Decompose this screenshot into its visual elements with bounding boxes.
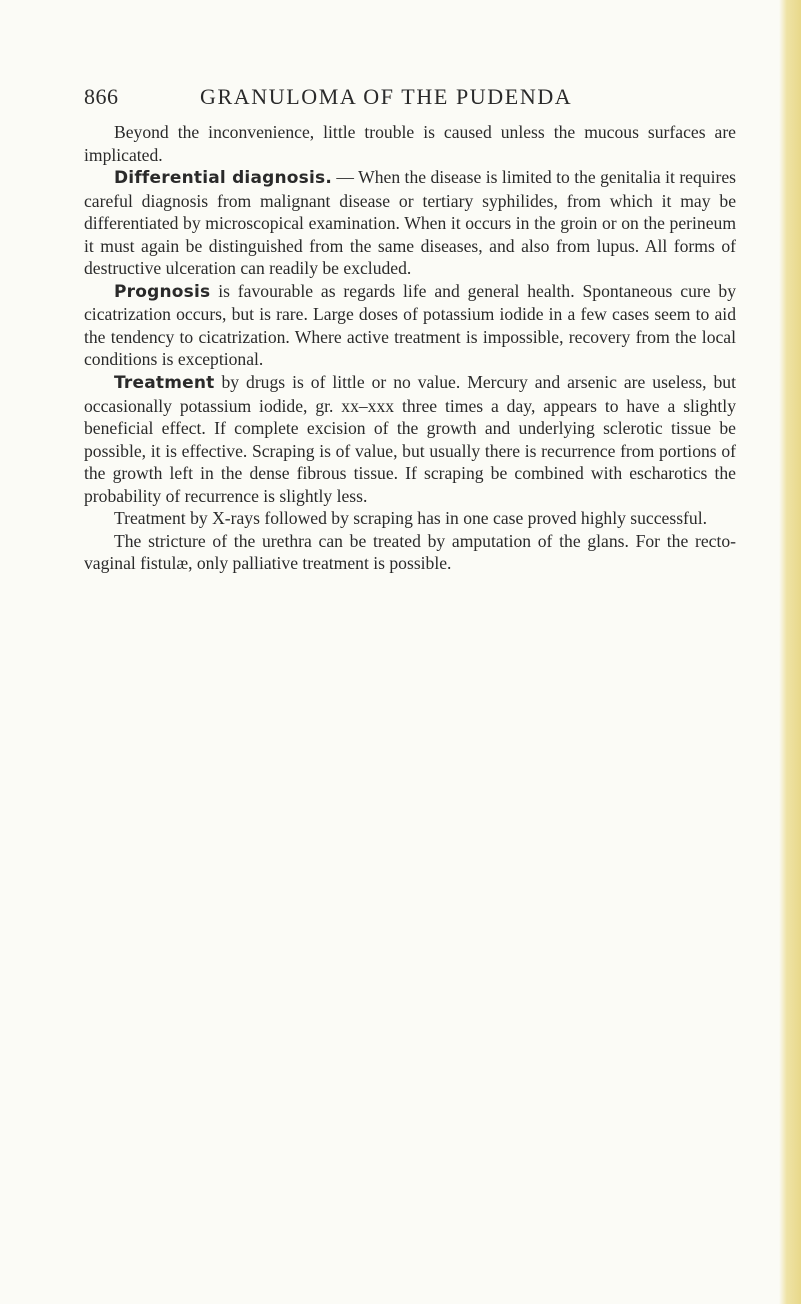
paragraph-differential-diagnosis — [84, 166, 736, 280]
running-head: GRANULOMA OF THE PUDENDA — [200, 84, 573, 109]
paragraph-stricture: The stricture of the urethra can be treated by amputation of the glans. For the recto-vaginal fistulæ, only palliative treatment is possible. — [84, 530, 736, 574]
paragraph-intro: Beyond the inconvenience, little trouble is caused unless the mucous surfaces are implicated. — [84, 122, 736, 165]
section-heading-differential-diagnosis: Differential diagnosis. — [114, 168, 333, 189]
body-text — [84, 121, 736, 575]
section-heading-prognosis: Prognosis — [114, 281, 211, 302]
section-heading-treatment: Treatment — [114, 373, 215, 394]
paragraph-prognosis — [84, 280, 736, 371]
paragraph-xrays: Treatment by X-rays followed by scraping has in one case proved highly successful. — [114, 508, 707, 529]
page-header — [84, 84, 644, 114]
paragraph-text: is favourable as regards life and general health. Spontaneous cure by cicatrization occurs, but is rare. Large doses of potassium iodide in a few cases seem to aid the tendency to cicatrization. Where active treatment is impossible, recovery from the local conditions is exceptional. — [84, 280, 736, 370]
page-edge — [779, 0, 801, 1304]
page-number: 866 — [84, 84, 119, 109]
paragraph-treatment — [84, 371, 736, 507]
paragraph-text: — When the disease is limited to the genitalia it requires careful diagnosis from malignant disease or tertiary syphilides, from which it may be differentiated by microscopical examination. When it occurs in the groin or on the perineum it must again be distinguished from the same diseases, and also from lupus. All forms of destructive ulceration can readily be excluded. — [84, 167, 736, 279]
paragraph-text: by drugs is of little or no value. Mercury and arsenic are useless, but occasionally potassium iodide, gr. xx–xxx three times a day, appears to have a slightly beneficial effect. If complete excision of the growth and underlying sclerotic tissue be possible, it is effective. Scraping is of value, but usually there is recurrence from portions of the growth left in the dense fibrous tissue. If scraping be combined with escharotics the probability of recurrence is slightly less. — [84, 372, 736, 506]
